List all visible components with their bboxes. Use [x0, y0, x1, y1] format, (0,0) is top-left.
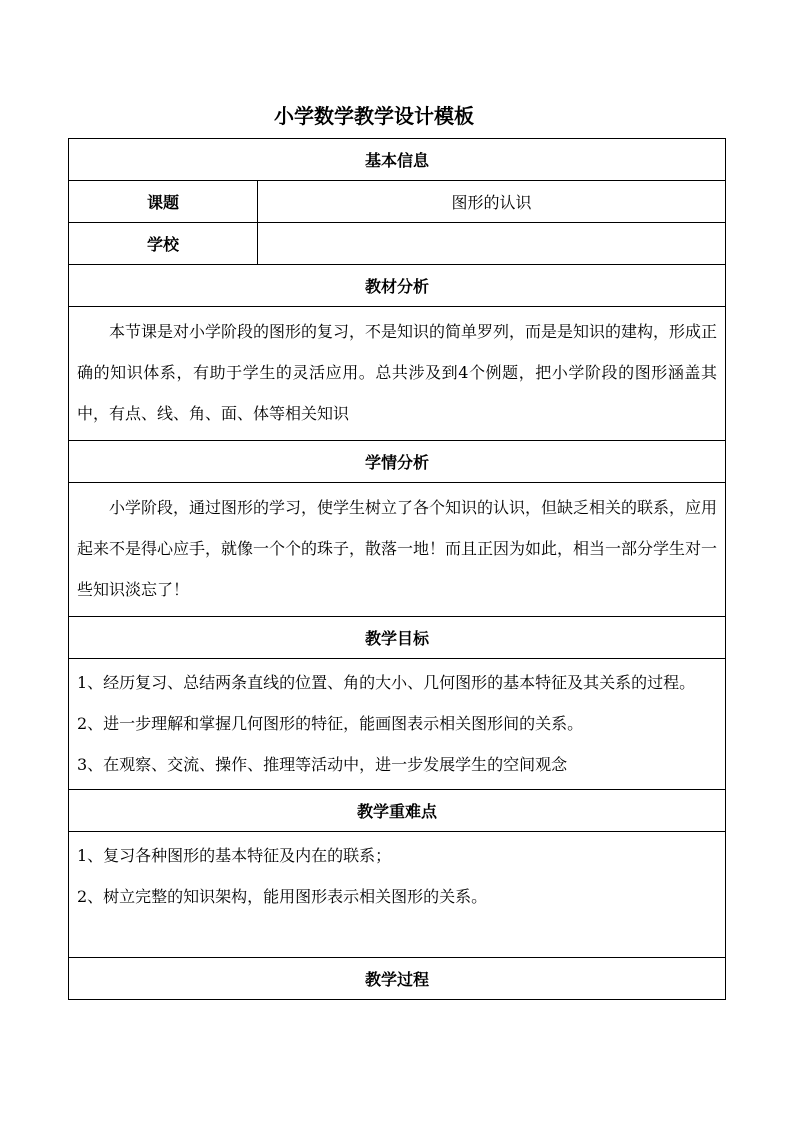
key-points-heading: 教学重难点 [69, 790, 726, 832]
school-value [258, 223, 726, 265]
textbook-analysis-header-row [69, 265, 726, 307]
teaching-goals-content-row [69, 659, 726, 790]
teaching-goal-item: 2、进一步理解和掌握几何图形的特征，能画图表示相关图形间的关系。 [77, 714, 584, 733]
key-points-list [69, 832, 726, 958]
teaching-goals-list [69, 659, 726, 790]
document-title: 小学数学教学设计模板 [274, 104, 474, 128]
school-row [69, 223, 726, 265]
textbook-analysis-heading: 教材分析 [69, 265, 726, 307]
basic-info-heading: 基本信息 [69, 139, 726, 181]
textbook-analysis-text: 本节课是对小学阶段的图形的复习，不是知识的简单罗列，而是是知识的建构，形成正确的知识体系，有助于学生的灵活应用。总共涉及到4个例题，把小学阶段的图形涵盖其中，有点、线、角、面、体等相关知识 [69, 307, 726, 441]
student-analysis-header-row [69, 441, 726, 483]
key-point-item: 2、树立完整的知识架构，能用图形表示相关图形的关系。 [77, 887, 488, 906]
teaching-goal-item: 1、经历复习、总结两条直线的位置、角的大小、几何图形的基本特征及其关系的过程。 [77, 673, 696, 692]
student-analysis-heading: 学情分析 [69, 441, 726, 483]
lesson-plan-table [68, 138, 726, 1000]
basic-info-header-row [69, 139, 726, 181]
key-point-item: 1、复习各种图形的基本特征及内在的联系； [77, 846, 392, 865]
key-points-content-row [69, 832, 726, 958]
teaching-process-heading: 教学过程 [69, 958, 726, 1000]
student-analysis-content-row [69, 483, 726, 617]
teaching-goals-heading: 教学目标 [69, 617, 726, 659]
teaching-goals-header-row [69, 617, 726, 659]
textbook-analysis-content-row [69, 307, 726, 441]
topic-label: 课题 [69, 181, 258, 223]
key-points-header-row [69, 790, 726, 832]
school-label: 学校 [69, 223, 258, 265]
topic-value: 图形的认识 [258, 181, 726, 223]
teaching-goal-item: 3、在观察、交流、操作、推理等活动中，进一步发展学生的空间观念 [77, 755, 568, 774]
topic-row [69, 181, 726, 223]
teaching-process-header-row [69, 958, 726, 1000]
student-analysis-text: 小学阶段，通过图形的学习，使学生树立了各个知识的认识，但缺乏相关的联系，应用起来不是得心应手，就像一个个的珠子，散落一地！而且正因为如此，相当一部分学生对一些知识淡忘了！ [69, 483, 726, 617]
